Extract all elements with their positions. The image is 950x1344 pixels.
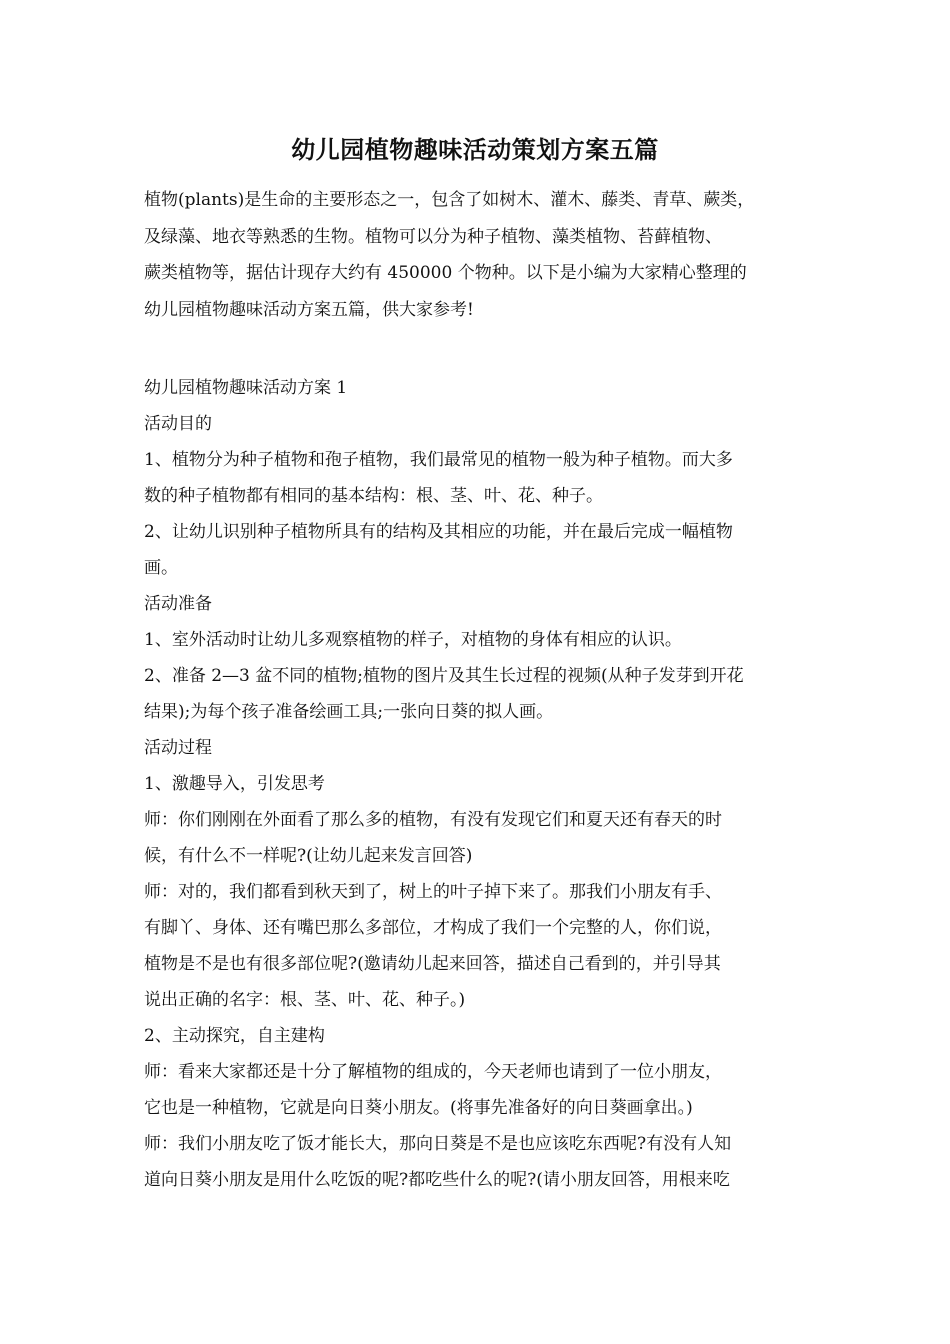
text-line: 师：看来大家都还是十分了解植物的组成的，今天老师也请到了一位小朋友， bbox=[144, 1062, 722, 1082]
document-body bbox=[144, 182, 812, 1198]
subheading-process: 活动过程 bbox=[144, 738, 212, 758]
text-line: 蕨类植物等，据估计现存大约有 450000 个物种。以下是小编为大家精心整理的 bbox=[144, 263, 747, 283]
text-line: 1、室外活动时让幼儿多观察植物的样子，对植物的身体有相应的认识。 bbox=[144, 630, 682, 650]
step-heading: 1、激趣导入，引发思考 bbox=[144, 774, 325, 794]
text-line: 师：你们刚刚在外面看了那么多的植物，有没有发现它们和夏天还有春天的时 bbox=[144, 810, 722, 830]
text-line: 植物是不是也有很多部位呢?(邀请幼儿起来回答，描述自己看到的，并引导其 bbox=[144, 954, 721, 974]
text-line: 结果);为每个孩子准备绘画工具;一张向日葵的拟人画。 bbox=[144, 702, 554, 722]
text-line: 师：对的，我们都看到秋天到了，树上的叶子掉下来了。那我们小朋友有手、 bbox=[144, 882, 722, 902]
text-line: 说出正确的名字：根、茎、叶、花、种子。) bbox=[144, 990, 466, 1010]
text-line: 2、准备 2—3 盆不同的植物;植物的图片及其生长过程的视频(从种子发芽到开花 bbox=[144, 666, 744, 686]
section-heading: 幼儿园植物趣味活动方案 1 bbox=[144, 378, 348, 398]
text-line: 画。 bbox=[144, 558, 178, 578]
text-line: 师：我们小朋友吃了饭才能长大，那向日葵是不是也应该吃东西呢?有没有人知 bbox=[144, 1134, 732, 1154]
text-line: 候，有什么不一样呢?(让幼儿起来发言回答) bbox=[144, 846, 473, 866]
step-heading: 2、主动探究，自主建构 bbox=[144, 1026, 325, 1046]
text-line: 它也是一种植物，它就是向日葵小朋友。(将事先准备好的向日葵画拿出。) bbox=[144, 1098, 693, 1118]
text-line: 幼儿园植物趣味活动方案五篇，供大家参考! bbox=[144, 299, 474, 320]
paragraph-gap bbox=[144, 328, 812, 370]
text-line: 有脚丫、身体、还有嘴巴那么多部位，才构成了我们一个完整的人，你们说， bbox=[144, 918, 722, 938]
plan-section-1 bbox=[144, 370, 812, 1198]
text-line: 数的种子植物都有相同的基本结构：根、茎、叶、花、种子。 bbox=[144, 486, 603, 506]
subheading-purpose: 活动目的 bbox=[144, 414, 212, 434]
document-title: 幼儿园植物趣味活动策划方案五篇 bbox=[291, 135, 659, 164]
text-line: 1、植物分为种子植物和孢子植物，我们最常见的植物一般为种子植物。而大多 bbox=[144, 450, 733, 470]
text-line: 2、让幼儿识别种子植物所具有的结构及其相应的功能，并在最后完成一幅植物 bbox=[144, 522, 733, 542]
text-line: 植物(plants)是生命的主要形态之一，包含了如树木、灌木、藤类、青草、蕨类， bbox=[144, 190, 755, 210]
intro-paragraph bbox=[144, 182, 812, 328]
text-line: 及绿藻、地衣等熟悉的生物。植物可以分为种子植物、藻类植物、苔藓植物、 bbox=[144, 226, 722, 247]
subheading-preparation: 活动准备 bbox=[144, 594, 212, 614]
text-line: 道向日葵小朋友是用什么吃饭的呢?都吃些什么的呢?(请小朋友回答，用根来吃 bbox=[144, 1170, 730, 1190]
